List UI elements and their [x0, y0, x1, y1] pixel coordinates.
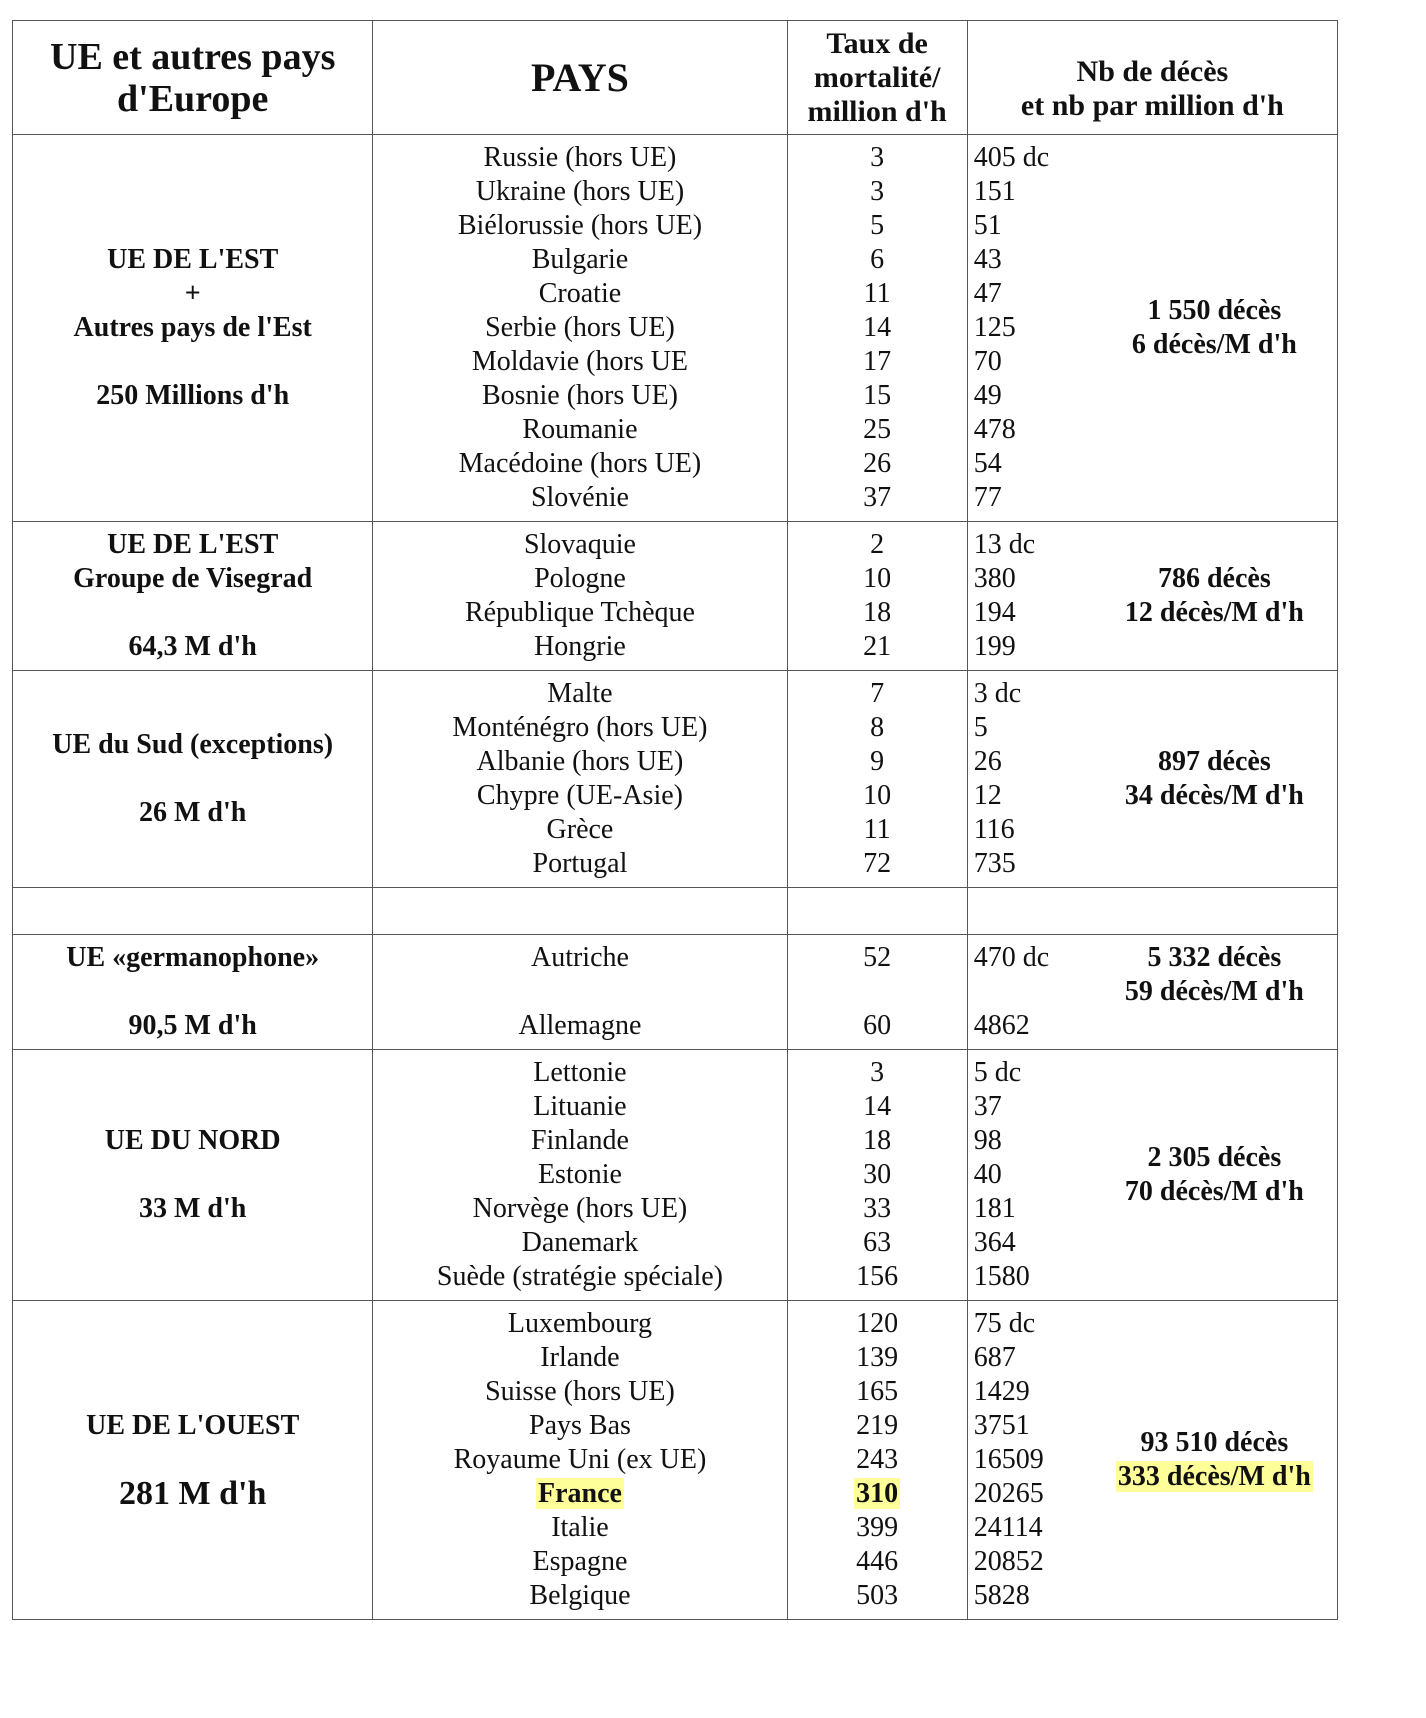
rate-value: 52 — [863, 942, 892, 973]
deaths-value: 47 — [973, 278, 1002, 309]
country-name: Biélorussie (hors UE) — [457, 210, 703, 241]
rate-list — [787, 935, 967, 1050]
deaths-value: 478 — [973, 414, 1016, 445]
rate-value: 120 — [856, 1308, 899, 1339]
summary-line: 59 décès/M d'h — [1124, 976, 1304, 1007]
summary-line: 93 510 décès — [1140, 1427, 1289, 1458]
deaths-layout — [968, 1056, 1337, 1294]
mortality-table-document — [12, 20, 1338, 1620]
group-label-line: UE du Sud (exceptions) — [52, 729, 334, 760]
country-name: Estonie — [537, 1159, 622, 1190]
group-summary — [1086, 745, 1337, 813]
country-name: Monténégro (hors UE) — [452, 712, 708, 743]
spacer-cell — [787, 888, 967, 935]
summary-line: 2 305 décès — [1147, 1142, 1282, 1173]
country-name: Lituanie — [533, 1091, 627, 1122]
deaths-layout — [968, 1307, 1337, 1613]
rate-value: 18 — [863, 597, 892, 628]
country-name — [373, 1477, 786, 1511]
rate-value: 10 — [863, 780, 892, 811]
country-list — [373, 1050, 787, 1301]
summary-highlight: 333 décès/M d'h — [1117, 1461, 1311, 1492]
deaths-cell — [967, 1050, 1337, 1301]
deaths-list — [968, 1307, 1086, 1613]
deaths-value: 151 — [973, 176, 1016, 207]
deaths-value: 116 — [973, 814, 1015, 845]
group-label-line: 26 M d'h — [139, 797, 247, 828]
deaths-value: 51 — [973, 210, 1002, 241]
country-name: Ukraine (hors UE) — [475, 176, 685, 207]
country-name: Malte — [547, 678, 613, 709]
rate-value: 10 — [863, 563, 892, 594]
deaths-value: 75 dc — [973, 1308, 1036, 1339]
group-label-line — [13, 1443, 372, 1477]
deaths-layout — [968, 941, 1337, 1043]
country-name: Italie — [551, 1512, 609, 1543]
group-summary — [1086, 294, 1337, 362]
header-deaths-line: Nb de décès — [1076, 54, 1229, 88]
deaths-value: 20265 — [973, 1478, 1044, 1509]
rate-value: 5 — [870, 210, 885, 241]
country-name: Portugal — [532, 848, 628, 879]
country-name: Pologne — [534, 563, 626, 594]
group-label-line: UE DE L'EST — [107, 529, 279, 560]
deaths-value: 380 — [973, 563, 1016, 594]
rate-list — [787, 522, 967, 671]
rate-value: 18 — [863, 1125, 892, 1156]
country-name: Slovénie — [530, 482, 629, 513]
deaths-value: 3 dc — [973, 678, 1022, 709]
country-name: Bosnie (hors UE) — [481, 380, 678, 411]
country-name: Royaume Uni (ex UE) — [453, 1444, 707, 1475]
country-name: Luxembourg — [507, 1308, 653, 1339]
deaths-list — [968, 141, 1086, 515]
deaths-value: 194 — [973, 597, 1016, 628]
rate-value: 8 — [870, 712, 885, 743]
country-name: Suisse (hors UE) — [485, 1376, 675, 1407]
rate-value: 60 — [863, 1010, 892, 1041]
group-summary — [1086, 1426, 1337, 1494]
country-name: Serbie (hors UE) — [485, 312, 675, 343]
group-row — [13, 671, 1338, 888]
rate-value: 72 — [863, 848, 892, 879]
rate-value: 25 — [863, 414, 892, 445]
group-label — [13, 935, 373, 1050]
rate-list — [787, 135, 967, 522]
deaths-value: 70 — [973, 346, 1002, 377]
rate-value: 14 — [863, 312, 892, 343]
summary-line: 12 décès/M d'h — [1124, 597, 1304, 628]
country-list — [373, 135, 787, 522]
group-label-line: Autres pays de l'Est — [73, 312, 312, 343]
rate-value: 11 — [863, 814, 891, 845]
country-name: Roumanie — [522, 414, 638, 445]
group-label-line — [13, 345, 372, 379]
deaths-value: 687 — [973, 1342, 1016, 1373]
deaths-cell — [967, 1301, 1337, 1620]
country-name: Hongrie — [534, 631, 626, 662]
rate-value: 219 — [856, 1410, 899, 1441]
rate-value: 21 — [863, 631, 892, 662]
header-deaths-line: et nb par million d'h — [1020, 88, 1284, 122]
deaths-value: 125 — [973, 312, 1016, 343]
country-name: Suède (stratégie spéciale) — [436, 1261, 723, 1292]
country-name: Moldavie (hors UE — [471, 346, 689, 377]
country-name: Espagne — [532, 1546, 628, 1577]
deaths-value: 4862 — [973, 1010, 1030, 1041]
rate-list — [787, 1301, 967, 1620]
rate-value: 6 — [870, 244, 885, 275]
header-rate-line: million d'h — [807, 94, 947, 128]
spacer-cell — [373, 888, 787, 935]
rate-value: 7 — [870, 678, 885, 709]
deaths-value: 364 — [973, 1227, 1016, 1258]
country-name: Macédoine (hors UE) — [458, 448, 702, 479]
deaths-value: 735 — [973, 848, 1016, 879]
deaths-value: 5 — [973, 712, 988, 743]
group-label-line: 281 M d'h — [119, 1475, 267, 1512]
country-name: Finlande — [530, 1125, 629, 1156]
group-label-line: 90,5 M d'h — [128, 1010, 257, 1041]
group-label-line: 250 Millions d'h — [96, 380, 290, 411]
country-list — [373, 935, 787, 1050]
deaths-value: 3751 — [973, 1410, 1030, 1441]
group-row — [13, 935, 1338, 1050]
rate-list — [787, 1050, 967, 1301]
deaths-cell — [967, 671, 1337, 888]
country-list — [373, 522, 787, 671]
rate-value: 14 — [863, 1091, 892, 1122]
group-label-line — [13, 596, 372, 630]
country-name: Danemark — [521, 1227, 639, 1258]
deaths-value: 199 — [973, 631, 1016, 662]
rate-value: 17 — [863, 346, 892, 377]
deaths-value: 54 — [973, 448, 1002, 479]
rate-value: 139 — [856, 1342, 899, 1373]
header-rate-line: Taux de — [826, 26, 928, 60]
summary-line: 34 décès/M d'h — [1124, 780, 1304, 811]
rate-value-highlight: 310 — [856, 1478, 899, 1509]
rate-value: 63 — [863, 1227, 892, 1258]
deaths-value: 5 dc — [973, 1057, 1022, 1088]
country-name: Autriche — [530, 942, 629, 973]
group-label-line: 33 M d'h — [139, 1193, 247, 1224]
deaths-layout — [968, 141, 1337, 515]
group-row — [13, 135, 1338, 522]
group-label-line — [13, 1158, 372, 1192]
deaths-value: 37 — [973, 1091, 1002, 1122]
country-name: Grèce — [546, 814, 614, 845]
group-label — [13, 1050, 373, 1301]
country-name: Norvège (hors UE) — [472, 1193, 688, 1224]
deaths-cell — [967, 935, 1337, 1050]
rate-list — [787, 671, 967, 888]
header-rate — [787, 21, 967, 135]
deaths-layout — [968, 528, 1337, 664]
country-name: République Tchèque — [464, 597, 695, 628]
deaths-value: 16509 — [973, 1444, 1044, 1475]
group-label-line — [13, 975, 372, 1009]
header-deaths — [967, 21, 1337, 135]
country-name: Belgique — [529, 1580, 631, 1611]
header-rate-line: mortalité/ — [813, 60, 941, 94]
deaths-value: 181 — [973, 1193, 1016, 1224]
group-label-line: UE DE L'OUEST — [86, 1410, 300, 1441]
rate-value: 446 — [856, 1546, 899, 1577]
deaths-value: 24114 — [973, 1512, 1043, 1543]
rate-value — [788, 1477, 967, 1511]
deaths-value: 1429 — [973, 1376, 1030, 1407]
deaths-list — [968, 677, 1086, 881]
group-label-line: UE «germanophone» — [66, 942, 320, 973]
rate-value: 15 — [863, 380, 892, 411]
deaths-value: 13 dc — [973, 529, 1036, 560]
country-name: Bulgarie — [531, 244, 629, 275]
country-name-highlight: France — [537, 1478, 622, 1509]
group-label-line: 64,3 M d'h — [128, 631, 257, 662]
deaths-value — [968, 975, 1086, 1009]
deaths-value: 43 — [973, 244, 1002, 275]
rate-value: 26 — [863, 448, 892, 479]
mortality-table — [12, 20, 1338, 1620]
rate-value: 2 — [870, 529, 885, 560]
group-summary — [1086, 562, 1337, 630]
rate-value: 165 — [856, 1376, 899, 1407]
rate-value: 30 — [863, 1159, 892, 1190]
rate-value: 156 — [856, 1261, 899, 1292]
deaths-value: 77 — [973, 482, 1002, 513]
header-region — [13, 21, 373, 135]
deaths-list — [968, 528, 1086, 664]
country-list — [373, 671, 787, 888]
deaths-layout — [968, 677, 1337, 881]
header-country: PAYS — [373, 21, 787, 135]
header-region-line: UE et autres pays — [50, 35, 336, 78]
group-row — [13, 522, 1338, 671]
rate-value — [788, 975, 967, 1009]
rate-value: 11 — [863, 278, 891, 309]
deaths-value: 5828 — [973, 1580, 1030, 1611]
header-row — [13, 21, 1338, 135]
country-list — [373, 1301, 787, 1620]
summary-line: 897 décès — [1157, 746, 1271, 777]
rate-value: 3 — [870, 176, 885, 207]
rate-value: 503 — [856, 1580, 899, 1611]
rate-value: 9 — [870, 746, 885, 777]
deaths-list — [968, 1056, 1086, 1294]
spacer-cell — [967, 888, 1337, 935]
group-label-line: + — [184, 278, 201, 309]
country-name: Allemagne — [518, 1010, 642, 1041]
country-name: Chypre (UE-Asie) — [476, 780, 683, 811]
group-label — [13, 135, 373, 522]
rate-value: 37 — [863, 482, 892, 513]
group-label-line — [13, 762, 372, 796]
deaths-value: 98 — [973, 1125, 1002, 1156]
country-name — [373, 975, 786, 1009]
deaths-value: 405 dc — [973, 142, 1050, 173]
rate-value: 33 — [863, 1193, 892, 1224]
rate-value: 3 — [870, 1057, 885, 1088]
group-label — [13, 1301, 373, 1620]
rate-value: 399 — [856, 1512, 899, 1543]
group-label-line: Groupe de Visegrad — [73, 563, 313, 594]
deaths-list — [968, 941, 1086, 1043]
spacer-cell — [13, 888, 373, 935]
deaths-cell — [967, 522, 1337, 671]
deaths-value: 12 — [973, 780, 1002, 811]
deaths-value: 49 — [973, 380, 1002, 411]
group-label — [13, 522, 373, 671]
deaths-value: 26 — [973, 746, 1002, 777]
table-body — [13, 135, 1338, 1620]
group-row — [13, 1050, 1338, 1301]
group-summary — [1086, 1141, 1337, 1209]
group-row — [13, 1301, 1338, 1620]
group-label-line: UE DE L'EST — [107, 244, 279, 275]
spacer-row — [13, 888, 1338, 935]
summary-line: 786 décès — [1157, 563, 1271, 594]
header-region-line: d'Europe — [117, 77, 269, 120]
summary-line: 5 332 décès — [1147, 942, 1282, 973]
group-label — [13, 671, 373, 888]
summary-line: 6 décès/M d'h — [1131, 329, 1297, 360]
summary-line: 70 décès/M d'h — [1124, 1176, 1304, 1207]
summary-line: 1 550 décès — [1147, 295, 1282, 326]
country-name: Croatie — [538, 278, 622, 309]
deaths-cell — [967, 135, 1337, 522]
deaths-value: 40 — [973, 1159, 1002, 1190]
summary-line — [1086, 1460, 1337, 1494]
deaths-value: 20852 — [973, 1546, 1044, 1577]
country-name: Pays Bas — [529, 1410, 631, 1441]
country-name: Slovaquie — [523, 529, 636, 560]
rate-value: 243 — [856, 1444, 899, 1475]
group-summary — [1086, 941, 1337, 1009]
rate-value: 3 — [870, 142, 885, 173]
country-name: Lettonie — [533, 1057, 627, 1088]
deaths-value: 1580 — [973, 1261, 1030, 1292]
country-name: Irlande — [540, 1342, 620, 1373]
deaths-value: 470 dc — [973, 942, 1050, 973]
group-label-line: UE DU NORD — [104, 1125, 281, 1156]
country-name: Albanie (hors UE) — [476, 746, 684, 777]
country-name: Russie (hors UE) — [483, 142, 677, 173]
